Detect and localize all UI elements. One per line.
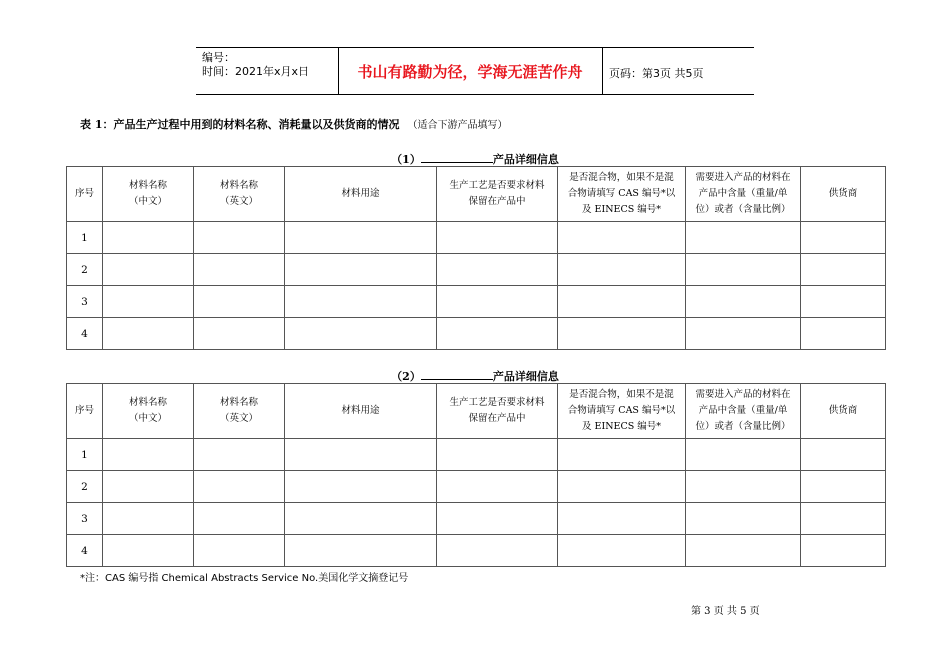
row-number: 3 [67,286,103,318]
header-meta [202,51,309,79]
row-number: 1 [67,222,103,254]
table-cell[interactable] [103,471,194,503]
table-cell[interactable] [686,286,801,318]
section-suffix: 产品详细信息 [492,153,559,166]
table-cell[interactable] [437,471,558,503]
table-cell[interactable] [801,286,886,318]
col-header: 材料名称 （中文） [103,167,194,222]
table-cell[interactable] [558,535,686,567]
table-row [67,439,886,471]
table-cell[interactable] [103,318,194,350]
col-header: 序号 [67,384,103,439]
header-page-label: 页码：第3页 共5页 [609,67,704,80]
col-header: 材料名称 （中文） [103,384,194,439]
table-cell[interactable] [437,222,558,254]
table-cell[interactable] [437,535,558,567]
table-cell[interactable] [103,286,194,318]
table-cell[interactable] [194,222,285,254]
table-cell[interactable] [194,471,285,503]
table-cell[interactable] [103,254,194,286]
col-header: 需要进入产品的材料在 产品中含量（重量/单 位）或者（含量比例） [686,167,801,222]
table-cell[interactable] [103,439,194,471]
table-row [67,503,886,535]
table-cell[interactable] [437,439,558,471]
table-cell[interactable] [686,471,801,503]
row-number: 1 [67,439,103,471]
row-number: 2 [67,471,103,503]
number-label: 编号： [202,51,235,64]
table-cell[interactable] [558,286,686,318]
table-cell[interactable] [558,222,686,254]
col-header: 是否混合物，如果不是混 合物请填写 CAS 编号*以 及 EINECS 编号* [558,167,686,222]
table-cell[interactable] [686,439,801,471]
table-cell[interactable] [285,318,437,350]
table-row [67,535,886,567]
table-cell[interactable] [103,503,194,535]
table-cell[interactable] [686,503,801,535]
table-cell[interactable] [194,318,285,350]
table-cell[interactable] [558,503,686,535]
section-blank [421,151,493,163]
table-header-row [67,167,886,222]
table-cell[interactable] [558,439,686,471]
section-title [66,368,884,384]
table-cell[interactable] [285,286,437,318]
table-row [67,286,886,318]
table-cell[interactable] [801,318,886,350]
table-cell[interactable] [558,254,686,286]
col-header: 材料名称 （英文） [194,167,285,222]
table-row [67,471,886,503]
col-header: 序号 [67,167,103,222]
col-header: 材料名称 （英文） [194,384,285,439]
table-row [67,254,886,286]
document-header [196,47,754,95]
col-header: 生产工艺是否要求材料 保留在产品中 [437,167,558,222]
table-cell[interactable] [194,254,285,286]
table-row [67,222,886,254]
table-cell[interactable] [558,471,686,503]
section-label: （1） [391,153,421,166]
col-header: 供货商 [801,384,886,439]
col-header: 是否混合物，如果不是混 合物请填写 CAS 编号*以 及 EINECS 编号* [558,384,686,439]
section-suffix: 产品详细信息 [492,370,559,383]
table-title-note: （适合下游产品填写） [407,120,508,131]
col-header: 需要进入产品的材料在 产品中含量（重量/单 位）或者（含量比例） [686,384,801,439]
table-header-row [67,384,886,439]
table-cell[interactable] [801,535,886,567]
product-table [66,383,886,567]
table-cell[interactable] [437,318,558,350]
table-cell[interactable] [194,503,285,535]
page-footer: 第 3 页 共 5 页 [691,606,760,617]
table-cell[interactable] [558,318,686,350]
table-cell[interactable] [437,503,558,535]
table-cell[interactable] [285,471,437,503]
table-cell[interactable] [285,254,437,286]
table-cell[interactable] [285,222,437,254]
row-number: 4 [67,535,103,567]
table-cell[interactable] [437,254,558,286]
header-motto: 书山有路勤为径，学海无涯苦作舟 [357,62,583,81]
row-number: 3 [67,503,103,535]
section-blank [421,368,493,380]
table-cell[interactable] [285,535,437,567]
table-cell[interactable] [194,535,285,567]
section-title [66,151,884,167]
col-header: 材料用途 [285,384,437,439]
table-cell[interactable] [285,503,437,535]
footnote: *注：CAS 编号指 Chemical Abstracts Service No.美国化学文摘登记号 [80,573,409,584]
table-cell[interactable] [801,471,886,503]
table-title-text: 表 1：产品生产过程中用到的材料名称、消耗量以及供货商的情况 [80,118,400,131]
table-title [80,116,507,132]
table-cell[interactable] [686,535,801,567]
product-table [66,166,886,350]
col-header: 生产工艺是否要求材料 保留在产品中 [437,384,558,439]
table-row [67,318,886,350]
table-cell[interactable] [801,439,886,471]
table-cell[interactable] [801,254,886,286]
col-header: 材料用途 [285,167,437,222]
table-cell[interactable] [686,318,801,350]
table-cell[interactable] [194,286,285,318]
row-number: 4 [67,318,103,350]
table-cell[interactable] [103,535,194,567]
time-label: 时间：2021年x月x日 [202,65,310,78]
table-cell[interactable] [285,439,437,471]
header-divider [602,48,603,94]
table-cell[interactable] [103,222,194,254]
table-cell[interactable] [194,439,285,471]
row-number: 2 [67,254,103,286]
table-cell[interactable] [686,254,801,286]
section-label: （2） [391,370,421,383]
table-cell[interactable] [801,222,886,254]
table-cell[interactable] [686,222,801,254]
table-cell[interactable] [437,286,558,318]
table-cell[interactable] [801,503,886,535]
col-header: 供货商 [801,167,886,222]
